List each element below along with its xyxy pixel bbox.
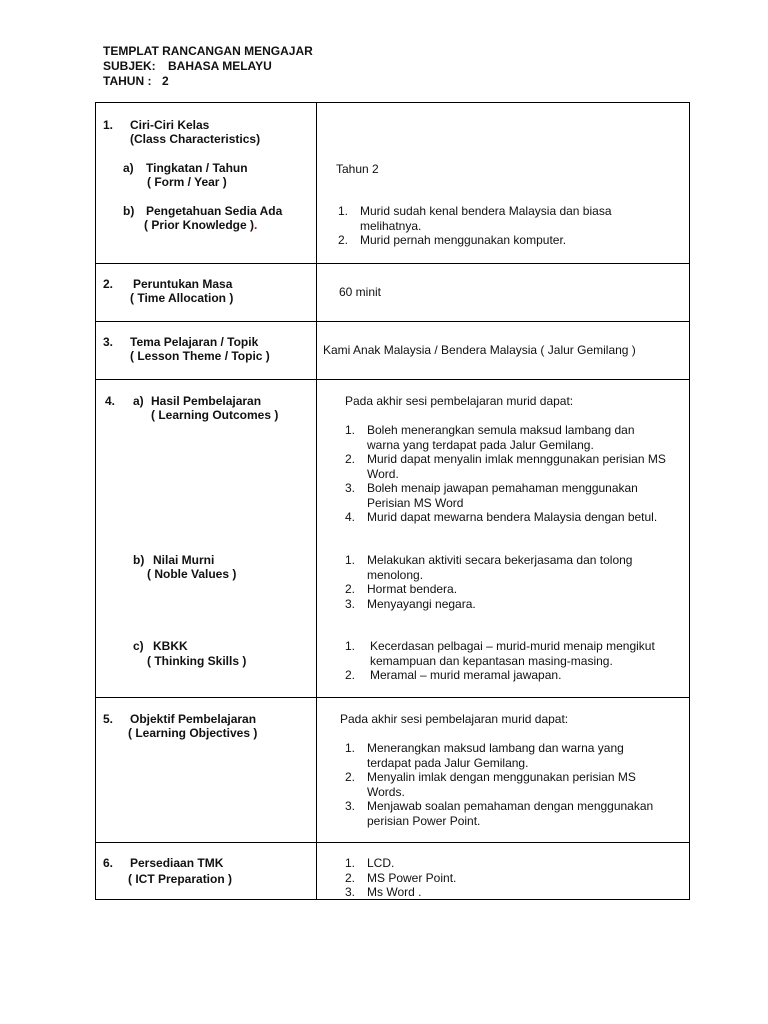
list-number: 1. <box>345 639 356 653</box>
learning-objectives-intro: Pada akhir sesi pembelajaran murid dapat: <box>340 712 569 726</box>
thinking-skills-list <box>345 639 655 683</box>
list-number: 3. <box>345 799 356 813</box>
list-text: Murid pernah menggunakan komputer. <box>360 233 567 247</box>
row-divider <box>95 842 690 843</box>
list-number: 2. <box>345 582 356 596</box>
list-item <box>345 871 456 886</box>
section-3-title-en: ( Lesson Theme / Topic ) <box>130 349 270 363</box>
list-number: 3. <box>345 481 356 495</box>
list-text: Boleh menaip jawapan pemahaman menggunakan <box>367 481 638 495</box>
list-text-cont: warna yang terdapat pada Jalur Gemilang. <box>367 437 594 452</box>
section-2-number: 2. <box>103 277 114 291</box>
list-number: 2. <box>338 233 349 247</box>
prior-knowledge-list <box>338 204 612 248</box>
list-number: 4. <box>345 510 356 524</box>
list-text: Boleh menerangkan semula maksud lambang dan <box>367 423 635 437</box>
list-text: Murid dapat mewarna bendera Malaysia dengan betul. <box>367 510 658 524</box>
section-4b-label: b) <box>133 553 145 567</box>
list-number: 2. <box>345 668 356 682</box>
list-number: 1. <box>345 423 356 437</box>
time-allocation-value: 60 minit <box>339 285 382 299</box>
section-4c-title-en: ( Thinking Skills ) <box>147 654 247 668</box>
section-4b-title: Nilai Murni <box>153 553 215 567</box>
row-divider <box>95 263 690 264</box>
list-text: Hormat bendera. <box>367 582 458 596</box>
list-number: 2. <box>345 770 356 784</box>
section-4a-title-en: ( Learning Outcomes ) <box>151 408 279 422</box>
section-6-number: 6. <box>103 856 114 870</box>
document-title: TEMPLAT RANCANGAN MENGAJAR <box>103 44 313 58</box>
list-item <box>345 770 653 799</box>
row-divider <box>95 379 690 380</box>
list-item <box>345 510 666 525</box>
list-number: 1. <box>345 856 356 870</box>
list-item <box>345 741 653 770</box>
list-text: Menyalin imlak dengan menggunakan perisian MS <box>367 770 636 784</box>
section-6-title: Persediaan TMK <box>130 856 224 870</box>
form-year-value: Tahun 2 <box>336 162 379 176</box>
list-text: MS Power Point. <box>367 870 457 885</box>
section-3-title: Tema Pelajaran / Topik <box>130 335 259 349</box>
list-text-cont: perisian Power Point. <box>367 813 481 828</box>
year-value: 2 <box>162 74 169 88</box>
list-text: Menerangkan maksud lambang dan warna yang <box>367 741 624 755</box>
list-item <box>345 668 655 683</box>
section-1-title: Ciri-Ciri Kelas <box>130 118 210 132</box>
list-item <box>345 885 456 900</box>
section-4a-title: Hasil Pembelajaran <box>151 394 262 408</box>
list-item <box>338 204 612 233</box>
section-4c-title: KBKK <box>153 639 188 653</box>
list-number: 3. <box>345 596 356 611</box>
section-4a-label: a) <box>133 394 144 408</box>
section-5-title-en: ( Learning Objectives ) <box>128 726 258 740</box>
list-text: Menjawab soalan pemahaman dengan menggunakan <box>367 799 654 813</box>
lesson-theme-value: Kami Anak Malaysia / Bendera Malaysia ( Jalur Gemilang ) <box>323 343 636 357</box>
list-text-cont: terdapat pada Jalur Gemilang. <box>367 755 529 770</box>
list-text: Meramal – murid meramal jawapan. <box>370 668 562 682</box>
list-number: 2. <box>345 870 356 885</box>
learning-outcomes-intro: Pada akhir sesi pembelajaran murid dapat: <box>345 394 574 408</box>
list-text: Ms Word . <box>367 885 422 899</box>
list-text: Menyayangi negara. <box>367 596 476 611</box>
list-text-cont: Words. <box>367 784 405 799</box>
column-divider <box>316 102 317 900</box>
section-2-title-en: ( Time Allocation ) <box>130 291 234 305</box>
section-4c-label: c) <box>133 639 144 653</box>
section-1b-title: Pengetahuan Sedia Ada <box>146 204 283 218</box>
list-text: Murid dapat menyalin imlak mennggunakan perisian MS <box>367 452 666 466</box>
prior-knowledge-en: ( Prior Knowledge ) <box>144 218 255 232</box>
section-1b-label: b) <box>123 204 135 218</box>
red-period: . <box>254 218 258 232</box>
list-item <box>345 597 632 612</box>
list-item <box>345 799 653 828</box>
section-2-title: Peruntukan Masa <box>133 277 233 291</box>
learning-objectives-list <box>345 741 653 828</box>
list-text: Melakukan aktiviti secara bekerjasama dan tolong <box>367 553 633 567</box>
section-1-title-en: (Class Characteristics) <box>130 132 261 146</box>
list-number: 1. <box>338 204 349 218</box>
list-text: LCD. <box>367 856 395 870</box>
list-number: 2. <box>345 452 356 466</box>
section-5-title: Objektif Pembelajaran <box>130 712 257 726</box>
list-text-cont: menolong. <box>367 567 424 582</box>
subject-label: SUBJEK: <box>103 59 156 73</box>
row-divider <box>95 321 690 322</box>
section-1-number: 1. <box>103 118 114 132</box>
section-4-number: 4. <box>105 394 116 408</box>
list-text-cont: kemampuan dan kepantasan masing-masing. <box>370 653 613 668</box>
list-number: 3. <box>345 885 356 899</box>
section-4b-title-en: ( Noble Values ) <box>147 567 237 581</box>
list-item <box>345 856 456 871</box>
subject-value: BAHASA MELAYU <box>168 59 272 73</box>
list-text-cont: Word. <box>367 466 399 481</box>
list-item <box>345 423 666 452</box>
section-6-title-en: ( ICT Preparation ) <box>128 872 233 886</box>
list-item <box>345 639 655 668</box>
noble-values-list <box>345 553 632 611</box>
list-item <box>345 553 632 582</box>
list-item <box>345 582 632 597</box>
list-text-cont: Perisian MS Word <box>367 495 464 510</box>
list-number: 1. <box>345 553 356 567</box>
list-item <box>345 452 666 481</box>
section-1a-title: Tingkatan / Tahun <box>146 161 248 175</box>
ict-preparation-list <box>345 856 456 900</box>
section-1a-label: a) <box>123 161 134 175</box>
list-item <box>345 481 666 510</box>
year-label: TAHUN : <box>103 74 152 88</box>
learning-outcomes-list <box>345 423 666 525</box>
list-text: Kecerdasan pelbagai – murid-murid menaip mengikut <box>370 639 655 653</box>
list-number: 1. <box>345 741 356 755</box>
section-1a-title-en: ( Form / Year ) <box>147 175 227 189</box>
section-3-number: 3. <box>103 335 114 349</box>
list-text: Murid sudah kenal bendera Malaysia dan biasa <box>360 204 612 218</box>
list-item <box>338 233 612 248</box>
section-1b-title-en <box>144 218 257 233</box>
row-divider <box>95 697 690 698</box>
list-text-cont: melihatnya. <box>360 218 422 233</box>
section-5-number: 5. <box>103 712 114 726</box>
